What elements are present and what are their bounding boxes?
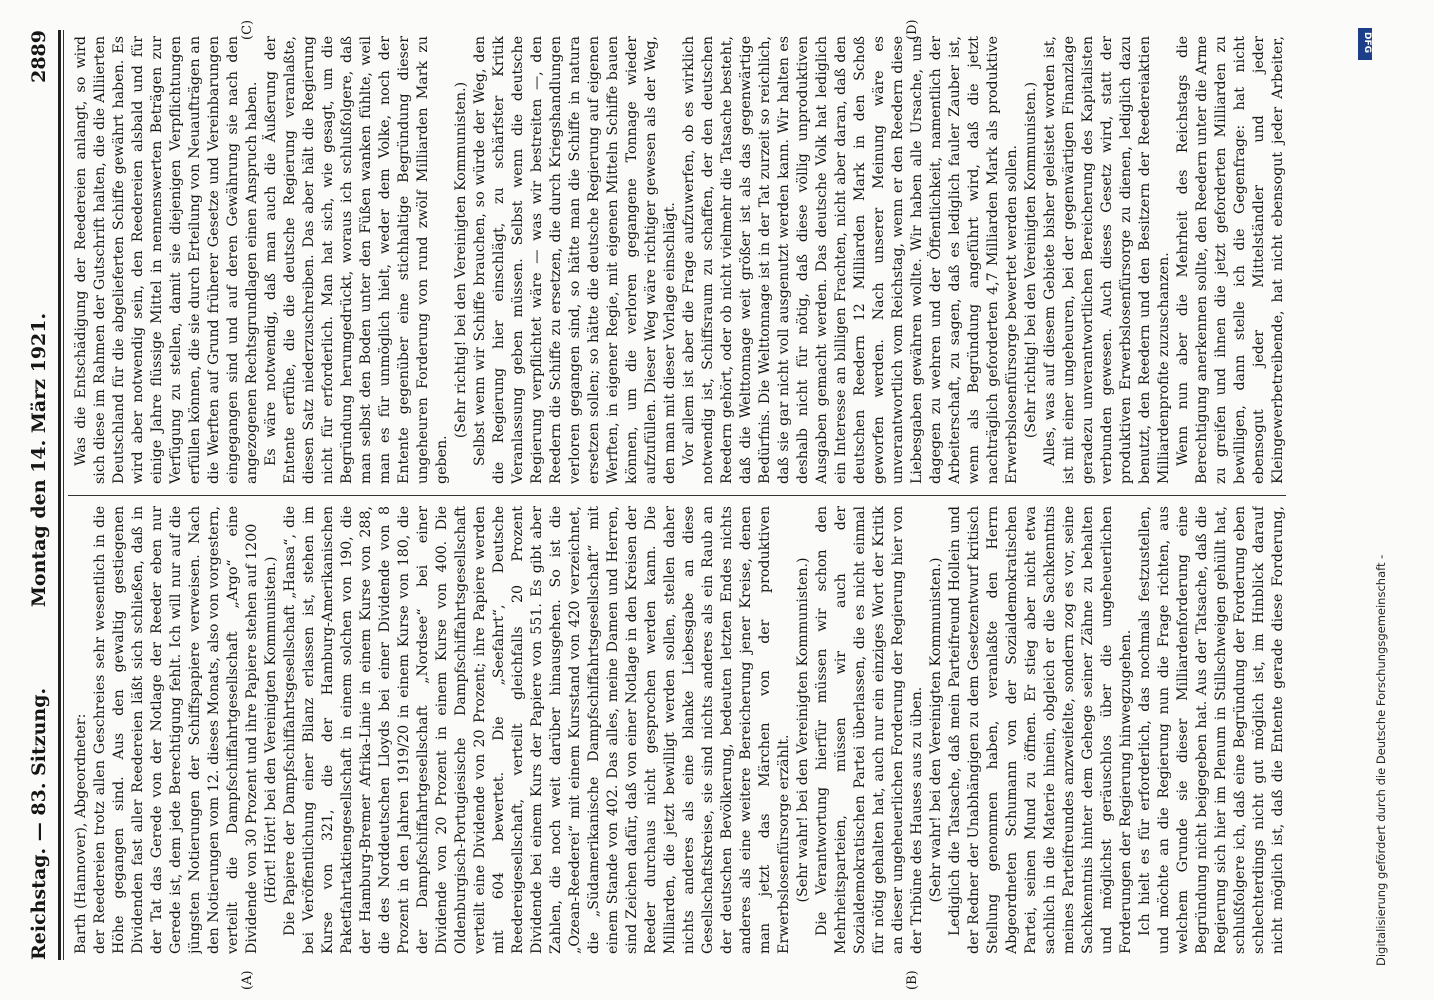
speaker-name: Barth (Hannover), Abgeordneter: [73,713,89,954]
header-rule [58,30,61,960]
margin-label-c: (C) [240,19,255,40]
interjection: (Sehr wahr! bei den Vereinigten Kommunisten.) [928,557,944,903]
right-column [72,36,1288,484]
interjection: (Sehr richtig! bei den Vereinigten Kommunisten.) [453,81,469,439]
column-divider [68,495,1286,496]
interjection: (Hört! Hört! bei den Vereinigten Kommunisten.) [263,556,279,904]
header-center: Montag den 14. März 1921. [28,312,50,608]
paragraph: Die Papiere der Dampfschiffahrtsgesellschaft „Hansa“, die bei Veröffentlichung einer Bilanz erlassen ist, stehen im Kurse von 321, die der Hamburg-Amerikanischen Paketfahrtaktiengesellschaft in einem solchen von 190, die der Hamburg-Bremer Afrika-Linie in einem Kurse von 288, die des Norddeutschen Lloyds bei einer Dividende von 8 Prozent in den Jahren 1919/20 in einem Kurse von 180, die der Dampfschiffahrtgesellschaft „Nordsee“ bei einer Dividende von 20 Prozent in einem Kurse von 400. Die Oldenburgisch-Portugiesische Dampfschiffahrtsgesellschaft verteilt eine Dividende von 20 Prozent; ihre Papiere werden mit 604 bewertet. Die „Seefahrt“, Deutsche Reedereigesellschaft, verteilt gleichfalls 20 Prozent Dividende bei einem Kurs der Papiere von 551. Es gibt aber Zahlen, die noch weit darüber hinausgehen. So ist die „Ozean-Reederei“ mit einem Kursstand von 420 verzeichnet, die „Südamerikanische Dampfschiffahrtsgesellschaft“ mit einem Stande von 402. Das alles, meine Damen und Herren, sind Zeichen dafür, daß von einer Notlage in den Kreisen der Reeder durchaus nicht gesprochen werden kann. Die Milliarden, die jetzt bewilligt werden sollen, stellen daher nichts anderes als eine blanke Liebesgabe an diese Gesellschaftskreise, sie sind nichts anderes als ein Raub an der deutschen Bevölkerung, bedeuten letzten Endes nichts anderes als eine weitere Bereicherung jener Kreise, denen man jetzt das Märchen von der produktiven Erwerbslosenfürsorge erzählt. [282,506,792,954]
paragraph: Vor allem ist aber die Frage aufzuwerfen, ob es wirklich notwendig ist, Schiffsraum zu schaffen, der den deutschen Reedern gehört, oder ob nicht vielmehr die Tatsache besteht, daß die Welttonnage weit größer ist als das gegenwärtige Bedürfnis. Die Welttonnage ist in der Tat zurzeit so reichlich, daß sie gar nicht voll ausgenutzt werden kann. Wir halten es deshalb nicht für nötig, daß diese völlig unproduktiven Ausgaben gemacht werden. Das deutsche Volk hat lediglich ein Interesse an billigen Frachten, nicht aber daran, daß den deutschen Reedern 12 Milliarden Mark in den Schoß geworfen werden. Nach unserer Meinung wäre es unverantwortlich vom Reichstag, wenn er den Reedern diese Liebesgaben gewähren wollte. Wir haben alle Ursache, uns dagegen zu wehren und der Öffentlichkeit, namentlich der Arbeiterschaft, zu sagen, daß es lediglich fauler Zauber ist, wenn als Begründung angeführt wird, daß die jetzt nachträglich geforderten 4,7 Milliarden Mark als produktive Erwerbslosenfürsorge bewertet werden sollen. [681,36,1020,484]
header-left: Reichstag. — 83. Sitzung. [28,687,50,960]
margin-label-d: (D) [905,19,920,40]
header-rule-thin [63,30,64,960]
left-column [72,506,1288,954]
interjection: (Sehr wahr! bei den Vereinigten Kommunisten.) [795,557,811,903]
paragraph: Es wäre notwendig, daß man auch die Äußerung der Entente erfühe, die die deutsche Regierung veranlaßte, diesen Satz niederzuschreiben. Das aber hält die Regierung nicht für erforderlich. Man hat sich, wie gesagt, um die Begründung herumgedrückt, woraus ich schlußfolgere, daß man selbst den Boden unter den Füßen wanken fühlte, weil man es für unmöglich hielt, weder dem Volke, noch der Entente gegenüber eine stichhaltige Begründung dieser ungeheuren Forderung von rund zwölf Milliarden Mark zu geben. [263,36,450,484]
paragraph: der Reedereien trotz allen Geschreies sehr wesentlich in die Höhe gegangen sind. Aus den gewaltig gestiegenen Dividenden fast aller Reedereien läßt sich schließen, daß in der Tat das Gerede von der Notlage der Reeder eben nur Gerede ist, dem jede Berechtigung fehlt. Ich will nur auf die jüngsten Notierungen der Schiffspapiere verweisen. Nach den Notierungen vom 12. dieses Monats, also von vorgestern, verteilt die Dampfschiffahrtgesellschaft „Argo“ eine Dividende von 30 Prozent und ihre Papiere stehen auf 1200 [92,506,260,954]
quotation: Was die Entschädigung der Reedereien anlangt, so wird sich diese im Rahmen der Gutschrift halten, die die Alliierten Deutschland für die abgelieferten Schiffe gewährt haben. Es wird aber notwendig sein, den Reedereien alsbald und für einige Jahre flüssige Mittel in nennenswerten Beträgen zur Verfügung zu stellen, damit sie diejenigen Verpflichtungen erfüllen können, die sie durch Erteilung von Neuaufträgen an die Werften auf Grund früherer Gesetze und Vereinbarungen eingegangen sind und auf deren Gewährung sie nach den angezogenen Rechtsgrundlagen einen Anspruch haben. [73,36,260,484]
dfg-logo: DFG [1358,28,1372,60]
digitization-note-text: Digitalisierung gefördert durch die Deutsche Forschungsgemeinschaft - [1374,554,1388,966]
paragraph: Die Verantwortung hierfür müssen wir schon den Mehrheitsparteien, müssen wir auch der Sozialdemokratischen Partei überlassen, die es nicht einmal für nötig gehalten hat, auch nur ein einziges Wort der Kritik an dieser ungeheuerlichen Forderung der Regierung hier von der Tribüne des Hauses aus zu üben. [814,506,925,954]
interjection: (Sehr richtig! bei den Vereinigten Kommunisten.) [1023,81,1039,439]
paragraph: Selbst wenn wir Schiffe brauchen, so würde der Weg, den die Regierung hier einschlägt, zu schärfster Kritik Veranlassung geben müssen. Selbst wenn die deutsche Regierung verpflichtet wäre — was wir bestreiten —, den Reedern die Schiffe zu ersetzen, die durch Kriegshandlungen verloren gegangen sind, so hätte man die Schiffe in natura ersetzen sollen; so hätte die deutsche Regierung auf eigenen Werften, in eigener Regie, mit eigenen Mitteln Schiffe bauen können, um die verloren gegangene Tonnage wieder aufzufüllen. Dieser Weg wäre richtiger gewesen als der Weg, den man mit dieser Vorlage einschlägt. [472,36,678,484]
digitization-note [1334,20,1414,980]
paragraph: Alles, was auf diesem Gebiete bisher geleistet worden ist, ist mit einer ungeheuren, bei der gegenwärtigen Finanzlage geradezu unverantwortlichen Bereicherung des Kapitalisten verbunden gewesen. Auch dieses Gesetz wird, statt der produktiven Erwerbslosenfürsorge zu dienen, lediglich dazu benutzt, den Reedern und den Besitzern der Reedereiaktien Milliardenprofite zuzuschanzen. [1042,36,1172,484]
paragraph: Wenn nun aber die Mehrheit des Reichstags die Berechtigung anerkennen sollte, den Reedern unter die Arme zu greifen und ihnen die jetzt geforderten Milliarden zu bewilligen, dann stelle ich die Gegenfrage: hat nicht ebensogut jeder Mittelständler und jeder Kleingewerbetreibende, hat nicht ebensogut jeder Arbeiter, [1175,36,1286,484]
paragraph: Lediglich die Tatsache, daß mein Parteifreund Hollein und der Redner der Unabhängigen zu dem Gesetzentwurf kritisch Stellung genommen haben, veranlaßte den Herrn Abgeordneten Schumann von der Sozialdemokratischen Partei, seinen Mund zu öffnen. Er stieg aber nicht etwa sachlich in die Materie hinein, obgleich er die Sachkenntnis meines Parteifreundes anzweifelte, sondern zog es vor, seine Sachkenntnis hinter dem Gehege seiner Zähne zu behalten und möglichst geräuschlos über die ungeheuerlichen Forderungen der Regierung hinwegzugehen. [947,506,1134,954]
paragraph: Ich hielt es für erforderlich, das nochmals festzustellen, und möchte an die Regierung nun die Frage richten, aus welchem Grunde sie dieser Milliardenforderung eine Begründung nicht beigegeben hat. Aus der Tatsache, daß die Regierung sich hier im Plenum in Stillschweigen gehüllt hat, schlußfolgere ich, daß eine Begründung der Forderung eben schlechterdings nicht gut möglich ist, im Hinblick darauf nicht möglich ist, daß die Entente gerade diese Forderung, [1137,506,1286,954]
margin-label-a: (A) [240,970,255,990]
page-header [22,30,58,960]
page-number: 2889 [28,30,50,83]
margin-label-b: (B) [905,970,920,990]
